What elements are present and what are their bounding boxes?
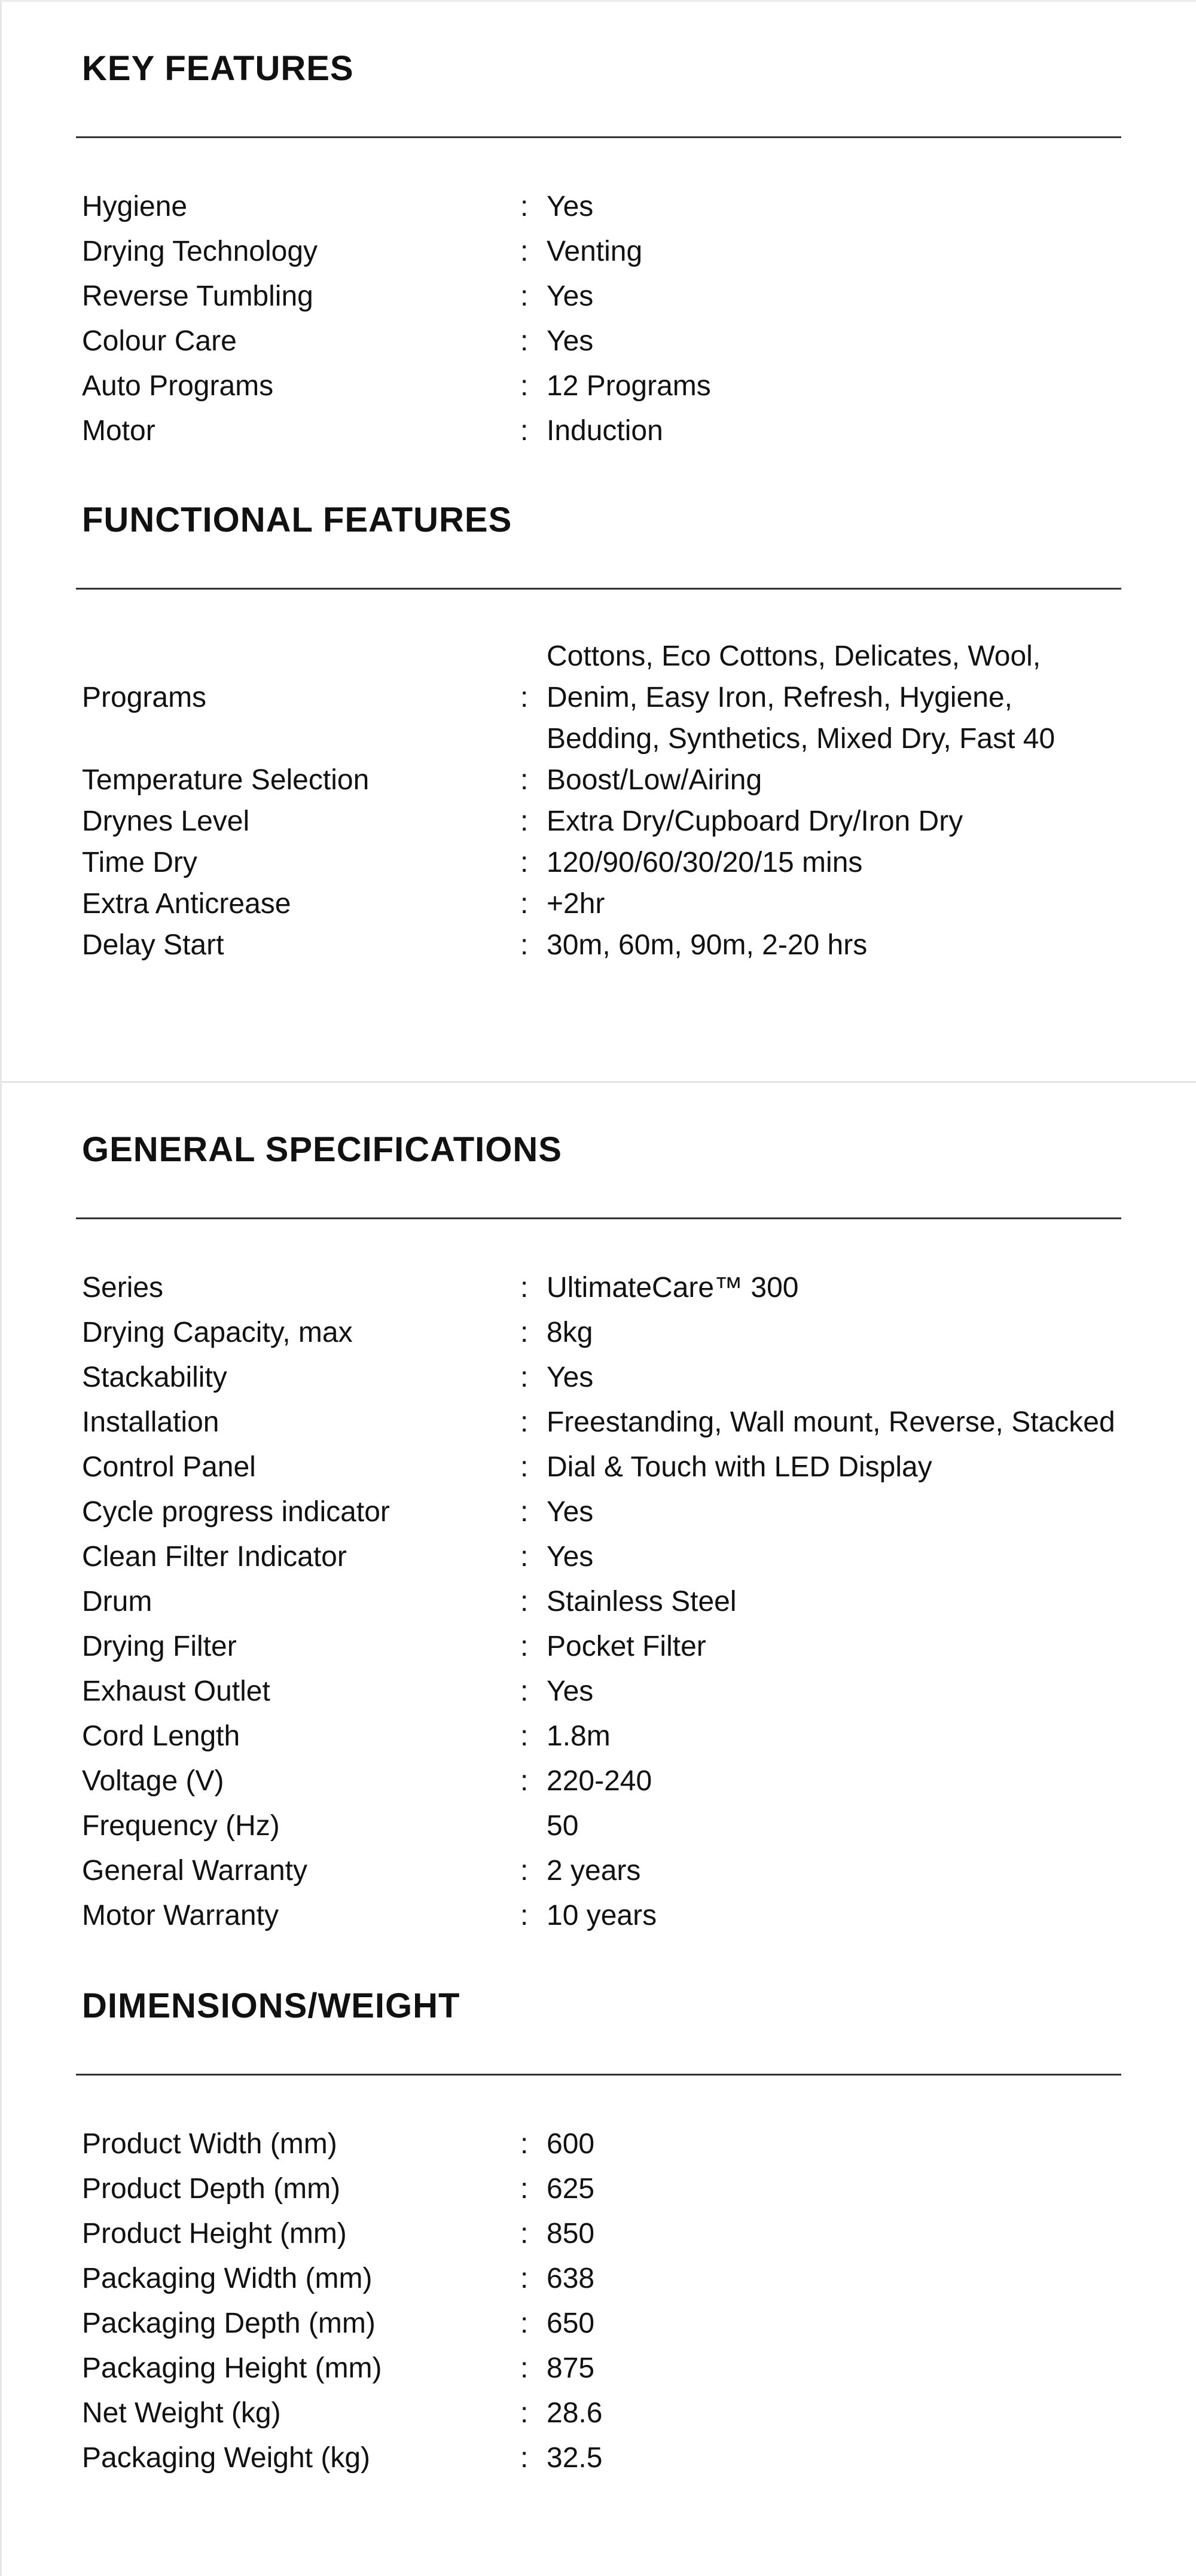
- spec-separator: :: [520, 1675, 529, 1707]
- spec-row: [76, 924, 1121, 966]
- spec-label: Clean Filter Indicator: [82, 1541, 347, 1573]
- spec-separator: :: [520, 280, 529, 312]
- spec-separator: :: [520, 2397, 529, 2429]
- spec-row: [76, 1848, 1121, 1893]
- spec-label: Drum: [82, 1586, 152, 1617]
- spec-label: Packaging Weight (kg): [82, 2442, 371, 2474]
- spec-label: Drynes Level: [82, 805, 250, 837]
- spec-label: Packaging Width (mm): [82, 2263, 373, 2294]
- features-panel: [0, 0, 1196, 1081]
- spec-row: [76, 408, 1121, 453]
- spec-value: 625: [547, 2173, 595, 2205]
- spec-row: [76, 1579, 1121, 1624]
- dimensions-weight-section: [2, 1938, 1121, 2480]
- spec-value: Cottons, Eco Cottons, Delicates, Wool, Denim, Easy Iron, Refresh, Hygiene, Bedding, Synthetics, Mixed Dry, Fast 40: [547, 640, 1055, 755]
- spec-value: 220-240: [547, 1765, 652, 1797]
- spec-label: Time Dry: [82, 847, 197, 878]
- section-title: FUNCTIONAL FEATURES: [82, 500, 512, 539]
- spec-row: [76, 2122, 1121, 2166]
- spec-separator: :: [520, 1586, 529, 1617]
- section-divider: [76, 2074, 1121, 2076]
- spec-row: [76, 2435, 1121, 2480]
- spec-label: Temperature Selection: [82, 764, 370, 796]
- spec-label: Product Height (mm): [82, 2218, 347, 2250]
- spec-row: [76, 1893, 1121, 1938]
- spec-row: [76, 184, 1121, 229]
- spec-separator: :: [520, 805, 529, 837]
- spec-separator: :: [520, 888, 529, 920]
- section-divider: [76, 136, 1121, 138]
- spec-value: Yes: [547, 280, 594, 312]
- spec-label: Packaging Depth (mm): [82, 2308, 376, 2339]
- section-title: GENERAL SPECIFICATIONS: [82, 1130, 562, 1169]
- specifications-panel: [0, 1081, 1196, 2576]
- spec-value: Extra Dry/Cupboard Dry/Iron Dry: [547, 805, 963, 837]
- spec-row: [76, 2391, 1121, 2435]
- spec-separator: :: [520, 2308, 529, 2339]
- spec-value: 850: [547, 2218, 595, 2250]
- spec-separator: :: [520, 236, 529, 267]
- spec-value: 600: [547, 2128, 595, 2160]
- spec-row: [76, 1624, 1121, 1669]
- spec-row: [76, 883, 1121, 924]
- functional-features-section: [2, 453, 1121, 966]
- spec-value: Stainless Steel: [547, 1586, 737, 1617]
- spec-value: Boost/Low/Airing: [547, 764, 762, 796]
- spec-separator: :: [520, 415, 529, 447]
- spec-label: Stackability: [82, 1362, 227, 1393]
- spec-value: 10 years: [547, 1900, 657, 1931]
- spec-row: [76, 2301, 1121, 2346]
- spec-value: Dial & Touch with LED Display: [547, 1451, 932, 1483]
- spec-label: Delay Start: [82, 929, 224, 961]
- spec-label: Net Weight (kg): [82, 2397, 281, 2429]
- spec-row: [76, 1669, 1121, 1714]
- spec-label: Product Width (mm): [82, 2128, 337, 2160]
- spec-label: General Warranty: [82, 1855, 308, 1887]
- spec-value: +2hr: [547, 888, 605, 920]
- spec-separator: :: [520, 682, 529, 713]
- spec-value: Yes: [547, 1541, 594, 1573]
- spec-value: Yes: [547, 1496, 594, 1528]
- section-divider: [76, 1217, 1121, 1219]
- spec-value: Venting: [547, 236, 643, 267]
- spec-value: Yes: [547, 191, 594, 222]
- spec-row: [76, 1355, 1121, 1400]
- spec-label: Product Depth (mm): [82, 2173, 341, 2205]
- spec-row: [76, 274, 1121, 319]
- spec-row: [76, 1490, 1121, 1534]
- spec-value: 1.8m: [547, 1720, 611, 1752]
- spec-separator: :: [520, 1631, 529, 1662]
- spec-value: Freestanding, Wall mount, Reverse, Stacked: [547, 1406, 1115, 1438]
- section-title: KEY FEATURES: [82, 49, 354, 88]
- spec-separator: :: [520, 1765, 529, 1797]
- spec-row: [76, 1759, 1121, 1803]
- spec-value: Induction: [547, 415, 663, 447]
- spec-separator: :: [520, 2442, 529, 2474]
- spec-label: Drying Technology: [82, 236, 318, 267]
- spec-label: Auto Programs: [82, 370, 274, 402]
- spec-row: [76, 229, 1121, 274]
- general-specifications-section: [2, 1083, 1121, 1938]
- spec-value: 32.5: [547, 2442, 603, 2474]
- spec-value: 28.6: [547, 2397, 603, 2429]
- spec-label: Control Panel: [82, 1451, 256, 1483]
- spec-separator: :: [520, 325, 529, 357]
- spec-row: [76, 319, 1121, 364]
- spec-separator: :: [520, 1900, 529, 1931]
- spec-separator: :: [520, 370, 529, 402]
- spec-separator: :: [520, 2128, 529, 2160]
- spec-separator: :: [520, 1406, 529, 1438]
- spec-separator: :: [520, 191, 529, 222]
- spec-separator: :: [520, 1720, 529, 1752]
- spec-label: Motor: [82, 415, 155, 447]
- spec-separator: :: [520, 2218, 529, 2250]
- spec-separator: :: [520, 929, 529, 961]
- spec-value: 12 Programs: [547, 370, 711, 402]
- spec-separator: :: [520, 2173, 529, 2205]
- spec-separator: :: [520, 1272, 529, 1304]
- spec-value: 30m, 60m, 90m, 2-20 hrs: [547, 929, 868, 961]
- spec-separator: :: [520, 764, 529, 796]
- spec-separator: :: [520, 847, 529, 878]
- spec-label: Frequency (Hz): [82, 1810, 280, 1842]
- spec-value: Pocket Filter: [547, 1631, 706, 1662]
- spec-row: [76, 1400, 1121, 1445]
- spec-value: 638: [547, 2263, 595, 2294]
- spec-label: Programs: [82, 682, 207, 713]
- spec-row: [76, 1714, 1121, 1759]
- spec-row: [76, 2346, 1121, 2391]
- spec-label: Colour Care: [82, 325, 237, 357]
- spec-row: [76, 2166, 1121, 2211]
- spec-label: Reverse Tumbling: [82, 280, 313, 312]
- key-features-section: [2, 2, 1121, 453]
- spec-value: 50: [547, 1810, 579, 1842]
- spec-value: 875: [547, 2352, 595, 2384]
- spec-value: Yes: [547, 1675, 594, 1707]
- spec-label: Hygiene: [82, 191, 188, 222]
- spec-value: 120/90/60/30/20/15 mins: [547, 847, 863, 878]
- spec-label: Series: [82, 1272, 164, 1304]
- spec-row: [76, 636, 1121, 759]
- spec-separator: :: [520, 1317, 529, 1348]
- spec-value: Yes: [547, 325, 594, 357]
- spec-label: Cycle progress indicator: [82, 1496, 390, 1528]
- spec-row: [76, 364, 1121, 408]
- spec-row: [76, 1310, 1121, 1355]
- spec-label: Drying Filter: [82, 1631, 237, 1662]
- spec-row: [76, 1534, 1121, 1579]
- spec-label: Packaging Height (mm): [82, 2352, 382, 2384]
- spec-label: Installation: [82, 1406, 219, 1438]
- spec-row: [76, 1803, 1121, 1848]
- spec-value: 8kg: [547, 1317, 593, 1348]
- spec-separator: :: [520, 2352, 529, 2384]
- spec-row: [76, 1265, 1121, 1310]
- spec-label: Motor Warranty: [82, 1900, 279, 1931]
- spec-row: [76, 2211, 1121, 2256]
- spec-value: UltimateCare™ 300: [547, 1272, 799, 1304]
- spec-separator: :: [520, 1855, 529, 1887]
- spec-label: Extra Anticrease: [82, 888, 291, 920]
- spec-label: Drying Capacity, max: [82, 1317, 353, 1348]
- spec-value: 2 years: [547, 1855, 641, 1887]
- spec-separator: :: [520, 1451, 529, 1483]
- spec-separator: :: [520, 1362, 529, 1393]
- spec-row: [76, 842, 1121, 883]
- spec-label: Voltage (V): [82, 1765, 224, 1797]
- spec-value: 650: [547, 2308, 595, 2339]
- spec-separator: :: [520, 2263, 529, 2294]
- spec-label: Cord Length: [82, 1720, 240, 1752]
- spec-value: Yes: [547, 1362, 594, 1393]
- spec-row: [76, 759, 1121, 801]
- spec-row: [76, 1445, 1121, 1490]
- spec-label: Exhaust Outlet: [82, 1675, 270, 1707]
- spec-row: [76, 801, 1121, 842]
- section-divider: [76, 588, 1121, 590]
- spec-separator: :: [520, 1541, 529, 1573]
- spec-separator: :: [520, 1496, 529, 1528]
- section-title: DIMENSIONS/WEIGHT: [82, 1986, 460, 2025]
- spec-row: [76, 2256, 1121, 2301]
